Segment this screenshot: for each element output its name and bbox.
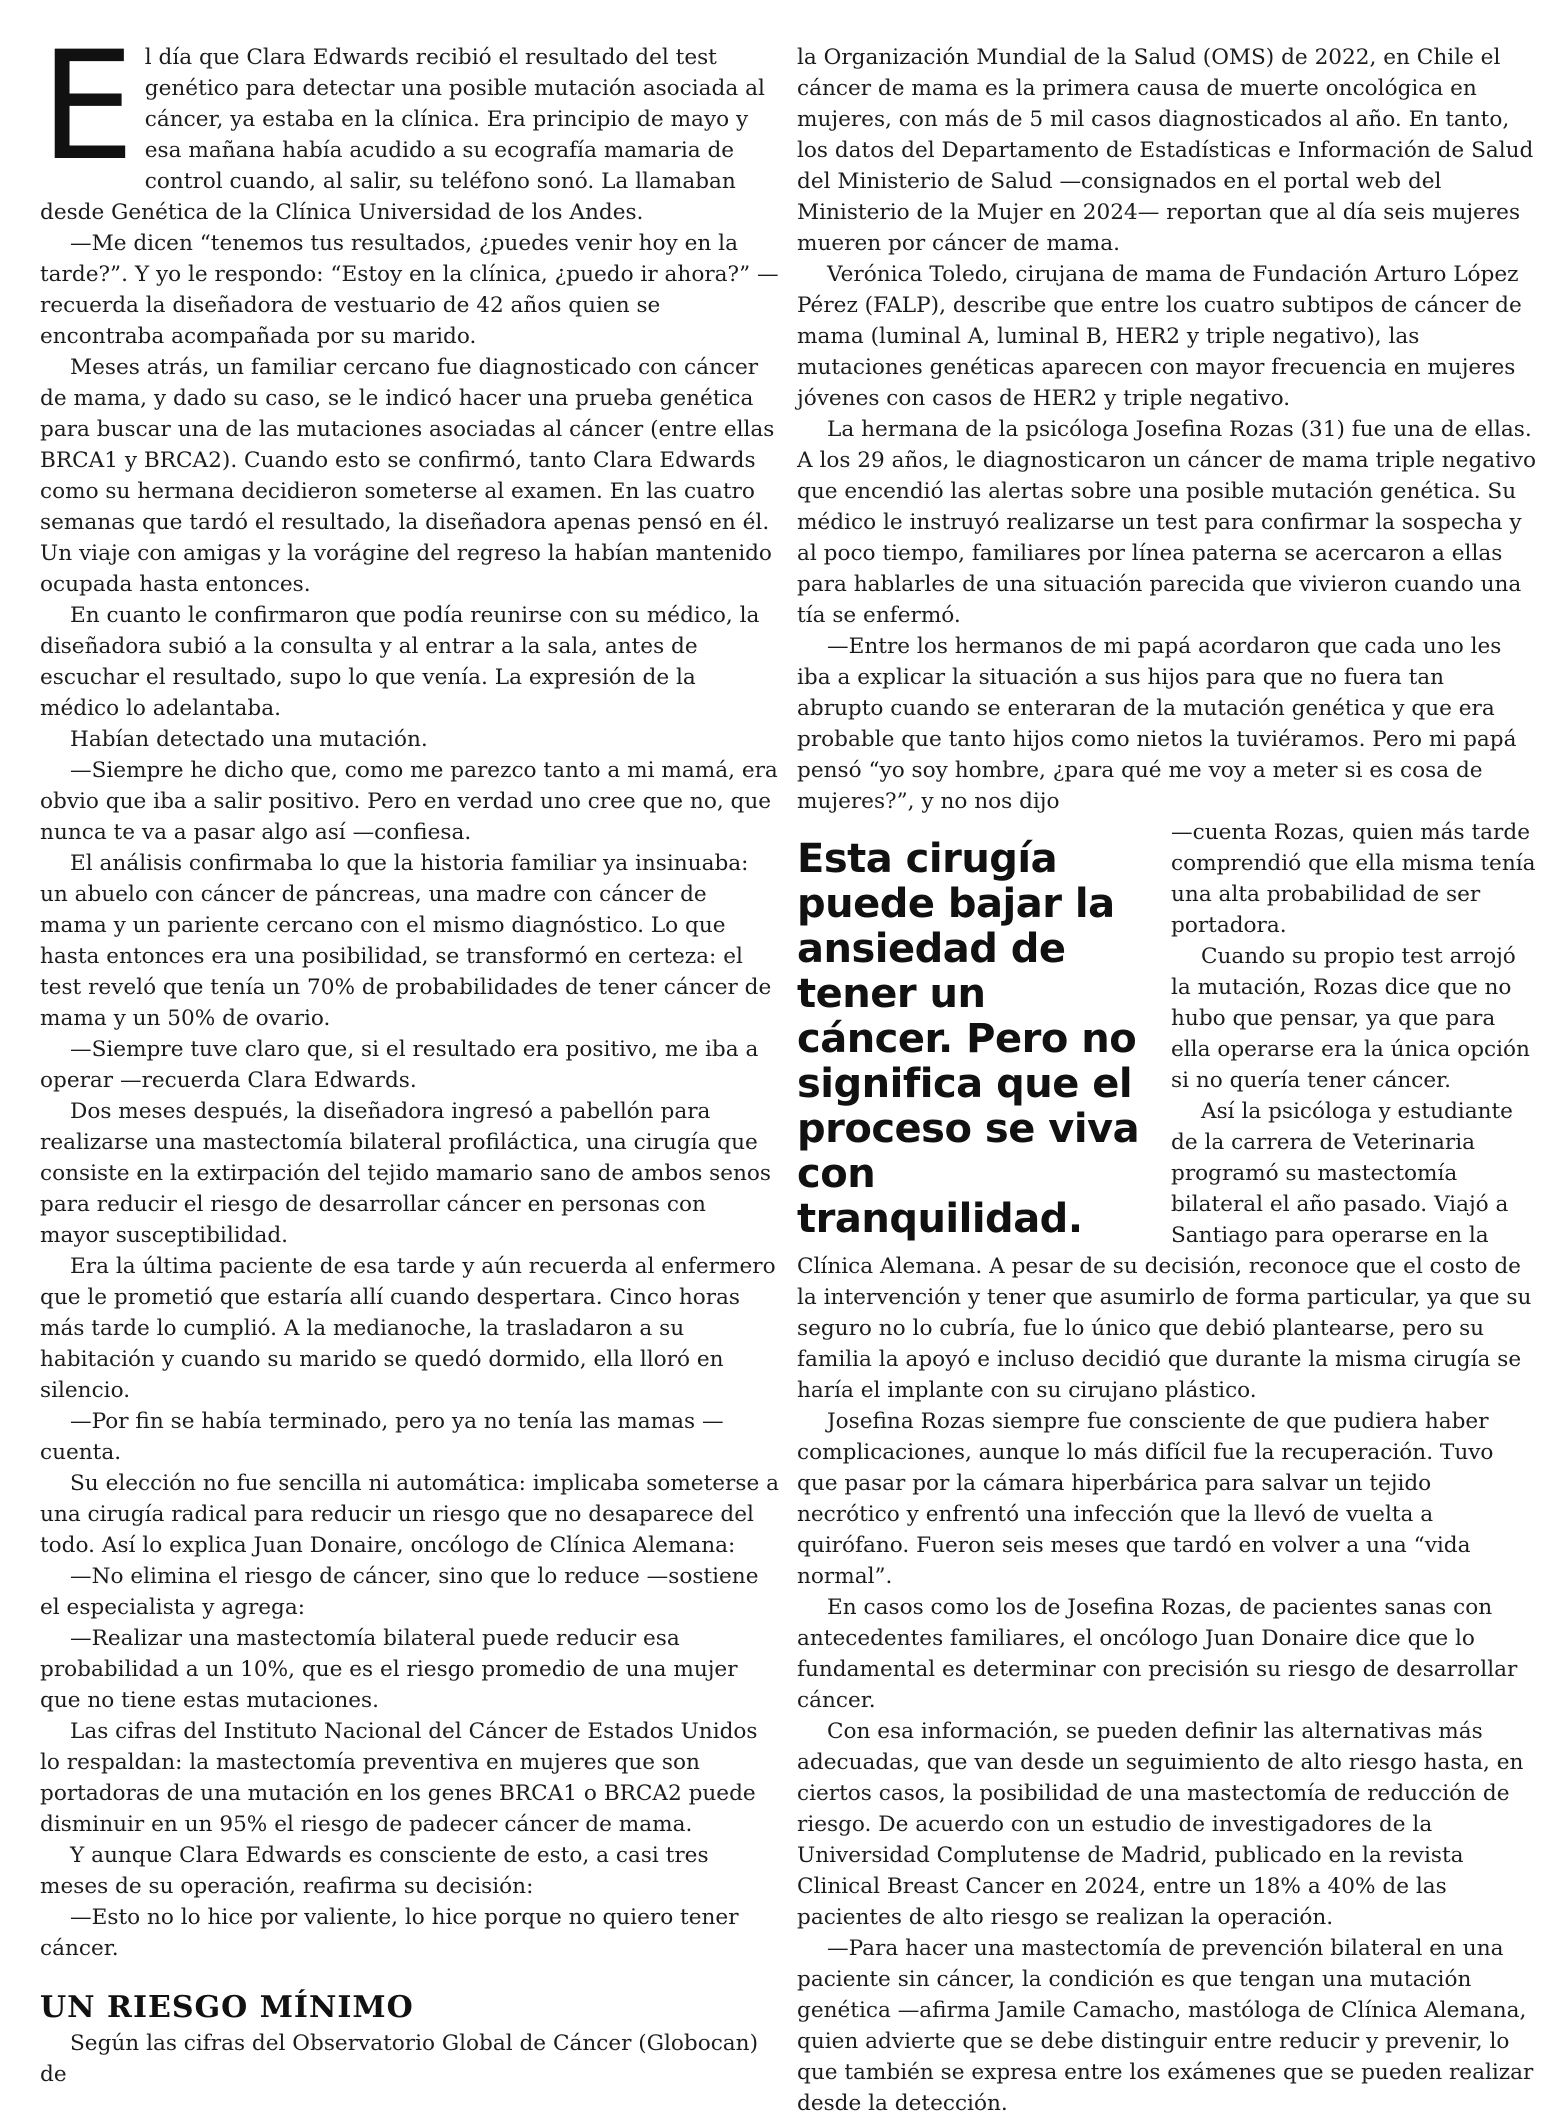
- paragraph: Meses atrás, un familiar cercano fue diagnosticado con cáncer de mama, y dado su caso, se le indicó hacer una prueba genética para buscar una de las mutaciones asociadas al cáncer (entre ellas BRCA1 y BRCA2). Cuando esto se confirmó, tanto Clara Edwards como su hermana decidieron someterse al examen. En las cuatro semanas que tardó el resultado, la diseñadora apenas pensó en él. Un viaje con amigas y la vorágine del regreso la habían mantenido ocupada hasta entonces.: [40, 355, 775, 597]
- paragraph: La hermana de la psicóloga Josefina Rozas (31) fue una de ellas. A los 29 años, le diagnosticaron un cáncer de mama triple negativo que encendió las alertas sobre una posible mutación genética. Su médico le instruyó realizarse un test para confirmar la sospecha y al poco tiempo, familiares por línea paterna se acercaron a ellas para hablarles de una situación parecida que vivieron cuando una tía se enfermó.: [797, 417, 1536, 628]
- paragraph: Y aunque Clara Edwards es consciente de esto, a casi tres meses de su operación, reafirma su decisión:: [40, 1843, 709, 1899]
- drop-cap: E: [40, 20, 135, 194]
- paragraph: Así la psicóloga y estudiante de la carrera de Veterinaria programó su mastectomía bilateral el año pasado. Viajó a Santiago para operarse en la Clínica Alemana. A pesar de su decisión, reconoce que el costo de la intervención y tener que asumirlo de forma particular, ya que su seguro no lo cubría, fue lo único que debió plantearse, pero su familia la apoyó e incluso decidió que durante la misma cirugía se haría el implante con su cirujano plástico.: [797, 1099, 1532, 1403]
- section-subheading: UN RIESGO MÍNIMO: [40, 1990, 414, 2025]
- paragraph: En cuanto le confirmaron que podía reunirse con su médico, la diseñadora subió a la consulta y al entrar a la sala, antes de escuchar el resultado, supo lo que venía. La expresión de la médico lo adelantaba.: [40, 603, 760, 721]
- paragraph: En casos como los de Josefina Rozas, de pacientes sanas con antecedentes familiares, el oncólogo Juan Donaire dice que lo fundamental es determinar con precisión su riesgo de desarrollar cáncer.: [797, 1595, 1518, 1713]
- paragraph: la Organización Mundial de la Salud (OMS) de 2022, en Chile el cáncer de mama es la primera causa de muerte oncológica en mujeres, con más de 5 mil casos diagnosticados al año. En tanto, los datos del Departamento de Estadísticas e Información de Salud del Ministerio de Salud —consignados en el portal web del Ministerio de la Mujer en 2024— reportan que al día seis mujeres mueren por cáncer de mama.: [797, 45, 1534, 256]
- paragraph: —Siempre tuve claro que, si el resultado era positivo, me iba a operar —recuerda Clara Edwards.: [40, 1037, 759, 1093]
- paragraph: Según las cifras del Observatorio Global de Cáncer (Globocan) de: [40, 2031, 759, 2087]
- right-column: [797, 42, 1537, 2119]
- paragraph: Habían detectado una mutación.: [70, 727, 428, 752]
- paragraph: Era la última paciente de esa tarde y aún recuerda al enfermero que le prometió que estaría allí cuando despertara. Cinco horas más tarde lo cumplió. A la medianoche, la trasladaron a su habitación y cuando su marido se quedó dormido, ella lloró en silencio.: [40, 1254, 776, 1403]
- paragraph: —Me dicen “tenemos tus resultados, ¿puedes venir hoy en la tarde?”. Y yo le respondo: “Estoy en la clínica, ¿puedo ir ahora?” —recuerda la diseñadora de vestuario de 42 años quien se encontraba acompañada por su marido.: [40, 231, 779, 349]
- paragraph: —cuenta Rozas, quien más tarde comprendió que ella misma tenía una alta probabilidad de ser portadora.: [1171, 820, 1536, 938]
- paragraph: Verónica Toledo, cirujana de mama de Fundación Arturo López Pérez (FALP), describe que entre los cuatro subtipos de cáncer de mama (luminal A, luminal B, HER2 y triple negativo), las mutaciones genéticas aparecen con mayor frecuencia en mujeres jóvenes con casos de HER2 y triple negativo.: [797, 262, 1522, 411]
- paragraph: —Por fin se había terminado, pero ya no tenía las mamas —cuenta.: [40, 1409, 724, 1465]
- paragraph: —Siempre he dicho que, como me parezco tanto a mi mamá, era obvio que iba a salir positivo. Pero en verdad uno cree que no, que nunca te va a pasar algo así —confiesa.: [40, 758, 778, 845]
- paragraph: —Esto no lo hice por valiente, lo hice porque no quiero tener cáncer.: [40, 1905, 739, 1961]
- left-column: [40, 20, 780, 2090]
- paragraph: Josefina Rozas siempre fue consciente de que pudiera haber complicaciones, aunque lo más difícil fue la recuperación. Tuvo que pasar por la cámara hiperbárica para salvar un tejido necrótico y enfrentó una infección que la llevó de vuelta a quirófano. Fueron seis meses que tardó en volver a una “vida normal”.: [797, 1409, 1494, 1589]
- pull-quote: Esta cirugía puede bajar la ansiedad de tener un cáncer. Pero no significa que el proceso se viva con tranquilidad.: [797, 836, 1140, 1242]
- paragraph: Con esa información, se pueden definir las alternativas más adecuadas, que van desde un seguimiento de alto riesgo hasta, en ciertos casos, la posibilidad de una mastectomía de reducción de riesgo. De acuerdo con un estudio de investigadores de la Universidad Complutense de Madrid, publicado en la revista Clinical Breast Cancer en 2024, entre un 18% a 40% de las pacientes de alto riesgo se realizan la operación.: [797, 1719, 1524, 1930]
- paragraph: Su elección no fue sencilla ni automática: implicaba someterse a una cirugía radical para reducir un riesgo que no desaparece del todo. Así lo explica Juan Donaire, oncólogo de Clínica Alemana:: [40, 1471, 779, 1558]
- paragraph: [40, 20, 780, 228]
- paragraph: —Realizar una mastectomía bilateral puede reducir esa probabilidad a un 10%, que es el riesgo promedio de una mujer que no tiene estas mutaciones.: [40, 1626, 738, 1713]
- paragraph-text: l día que Clara Edwards recibió el resultado del test genético para detectar una posible mutación asociada al cáncer, ya estaba en la clínica. Era principio de mayo y esa mañana había acudido a su ecografía mamaria de control cuando, al salir, su teléfono sonó. La llamaban desde Genética de la Clínica Universidad de los Andes.: [40, 45, 765, 225]
- paragraph: Dos meses después, la diseñadora ingresó a pabellón para realizarse una mastectomía bilateral profiláctica, una cirugía que consiste en la extirpación del tejido mamario sano de ambos senos para reducir el riesgo de desarrollar cáncer en personas con mayor susceptibilidad.: [40, 1099, 771, 1248]
- paragraph: Cuando su propio test arrojó la mutación, Rozas dice que no hubo que pensar, ya que para ella operarse era la única opción si no quería tener cáncer.: [1171, 944, 1530, 1093]
- paragraph: —Para hacer una mastectomía de prevención bilateral en una paciente sin cáncer, la condición es que tengan una mutación genética —afirma Jamile Camacho, mastóloga de Clínica Alemana, quien advierte que se debe distinguir entre reducir y prevenir, lo que también se expresa entre los exámenes que se pueden realizar desde la detección.: [797, 1936, 1534, 2116]
- paragraph: Las cifras del Instituto Nacional del Cáncer de Estados Unidos lo respaldan: la mastectomía preventiva en mujeres que son portadoras de una mutación en los genes BRCA1 o BRCA2 puede disminuir en un 95% el riesgo de padecer cáncer de mama.: [40, 1719, 758, 1837]
- paragraph: El análisis confirmaba lo que la historia familiar ya insinuaba: un abuelo con cáncer de páncreas, una madre con cáncer de mama y un pariente cercano con el mismo diagnóstico. Lo que hasta entonces era una posibilidad, se transformó en certeza: el test reveló que tenía un 70% de probabilidades de tener cáncer de mama y un 50% de ovario.: [40, 851, 772, 1031]
- paragraph: —Entre los hermanos de mi papá acordaron que cada uno les iba a explicar la situación a sus hijos para que no fuera tan abrupto cuando se enteraran de la mutación genética y que era probable que tanto hijos como nietos la tuviéramos. Pero mi papá pensó “yo soy hombre, ¿para qué me voy a meter si es cosa de mujeres?”, y no nos dijo: [797, 634, 1517, 814]
- paragraph: —No elimina el riesgo de cáncer, sino que lo reduce —sostiene el especialista y agrega:: [40, 1564, 759, 1620]
